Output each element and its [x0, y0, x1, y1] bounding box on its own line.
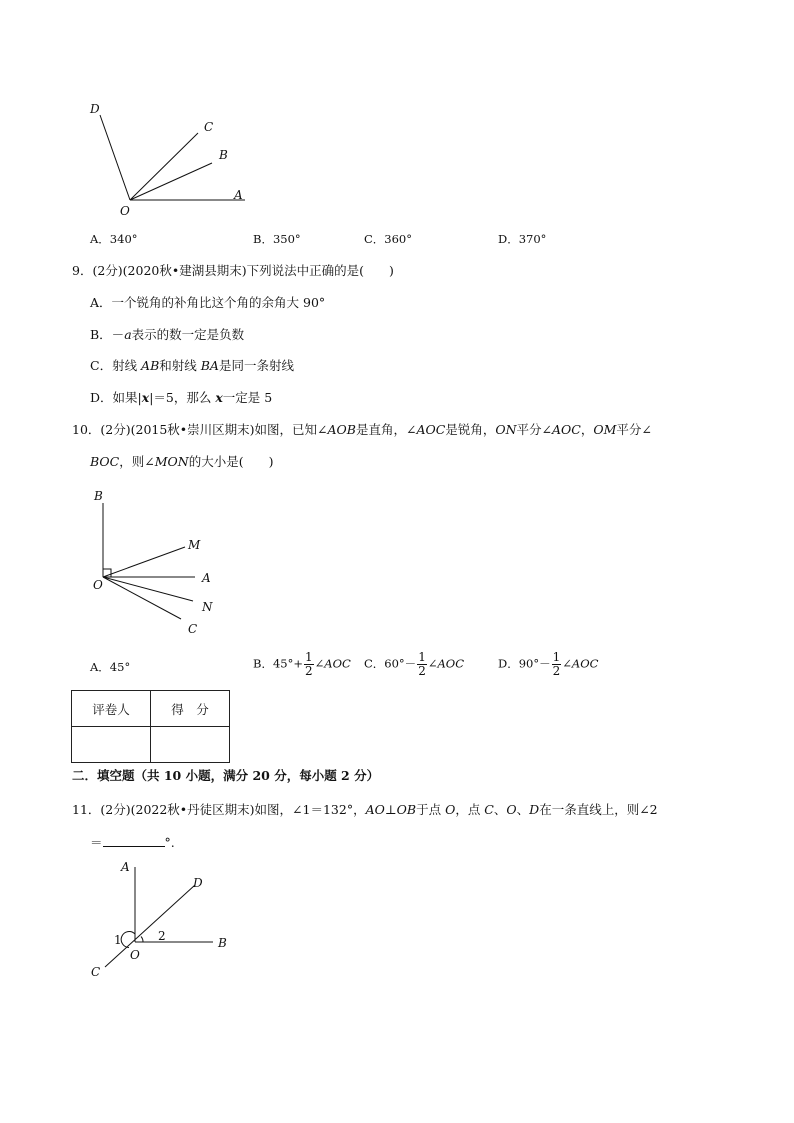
q9-stem: 9．(2分)(2020秋•建湖县期末)下列说法中正确的是( ) — [72, 263, 394, 278]
score-table — [71, 690, 230, 763]
label-b-q11: B — [218, 936, 227, 950]
q8-option-d: D．370° — [498, 232, 547, 246]
label-d: D — [90, 102, 100, 116]
label-o-q11: O — [130, 948, 140, 962]
ray-ob — [130, 163, 212, 200]
answer-blank[interactable] — [103, 834, 165, 847]
score-table-score-cell[interactable] — [151, 727, 230, 763]
line-cd-q11 — [105, 885, 195, 967]
section-title-fill-in: 二．填空题（共 10 小题，满分 20 分，每小题 2 分） — [72, 768, 380, 783]
q9-option-d: D．如果|x|＝5，那么 x一定是 5 — [90, 390, 273, 405]
q10-option-a: A．45° — [90, 660, 131, 674]
angle-2-arc — [141, 937, 143, 943]
ray-oc-q10 — [103, 577, 181, 619]
fraction-half: $\frac{1}{2}$ — [552, 650, 561, 678]
q8-option-c: C．360° — [364, 232, 412, 246]
ray-od — [100, 115, 130, 200]
q10-option-d: D．90°－ $\frac{1}{2}$ ∠AOC — [498, 650, 599, 678]
fraction-half: $\frac{1}{2}$ — [304, 650, 313, 678]
angle-figure-q10 — [85, 485, 225, 640]
label-c: C — [204, 120, 214, 134]
label-n-q10: N — [202, 600, 213, 614]
q10-option-c: C．60°－ $\frac{1}{2}$ ∠AOC — [364, 650, 465, 678]
q9-option-a: A．一个锐角的补角比这个角的余角大 90° — [90, 295, 326, 310]
label-o: O — [120, 204, 130, 218]
label-o-q10: O — [93, 578, 103, 592]
q10-stem-line2: BOC，则∠MON的大小是( ) — [90, 454, 274, 469]
label-b-q10: B — [94, 489, 103, 503]
q10-stem-line1: 10．(2分)(2015秋•崇川区期末)如图，已知∠AOB是直角，∠AOC是锐角，ON平分∠AOC，OM平分∠ — [72, 422, 652, 437]
label-a-q10: A — [202, 571, 211, 585]
q9-option-c: C．射线 AB和射线 BA是同一条射线 — [90, 358, 294, 373]
q11-stem-line1: 11．(2分)(2022秋•丹徒区期末)如图，∠1＝132°，AO⊥OB于点 O，点 C、O、D在一条直线上，则∠2 — [72, 802, 658, 817]
score-table-header-score: 得 分 — [151, 691, 230, 727]
label-angle-1: 1 — [114, 933, 122, 947]
label-c-q11: C — [91, 965, 101, 979]
ray-om-q10 — [103, 547, 185, 577]
label-angle-2: 2 — [158, 929, 166, 943]
q9-option-b: B．－a表示的数一定是负数 — [90, 327, 245, 342]
label-d-q11: D — [193, 876, 203, 890]
label-b: B — [219, 148, 228, 162]
angle-1-arc — [121, 932, 135, 948]
q10-option-b: B．45°+ $\frac{1}{2}$ ∠AOC — [253, 650, 351, 678]
label-a: A — [234, 188, 243, 202]
label-m-q10: M — [188, 538, 201, 552]
fraction-half: $\frac{1}{2}$ — [418, 650, 426, 678]
angle-figure-q8 — [80, 95, 260, 225]
q8-option-a: A．340° — [90, 232, 138, 246]
ray-on-q10 — [103, 577, 193, 601]
angle-figure-q11 — [85, 855, 245, 985]
label-a-q11: A — [121, 860, 130, 874]
label-c-q10: C — [188, 622, 198, 636]
q11-stem-line2: ＝ °. — [90, 835, 175, 850]
score-table-grader-cell[interactable] — [72, 727, 151, 763]
q8-option-b: B．350° — [253, 232, 301, 246]
ray-oc — [130, 133, 198, 200]
score-table-header-grader: 评卷人 — [72, 691, 151, 727]
